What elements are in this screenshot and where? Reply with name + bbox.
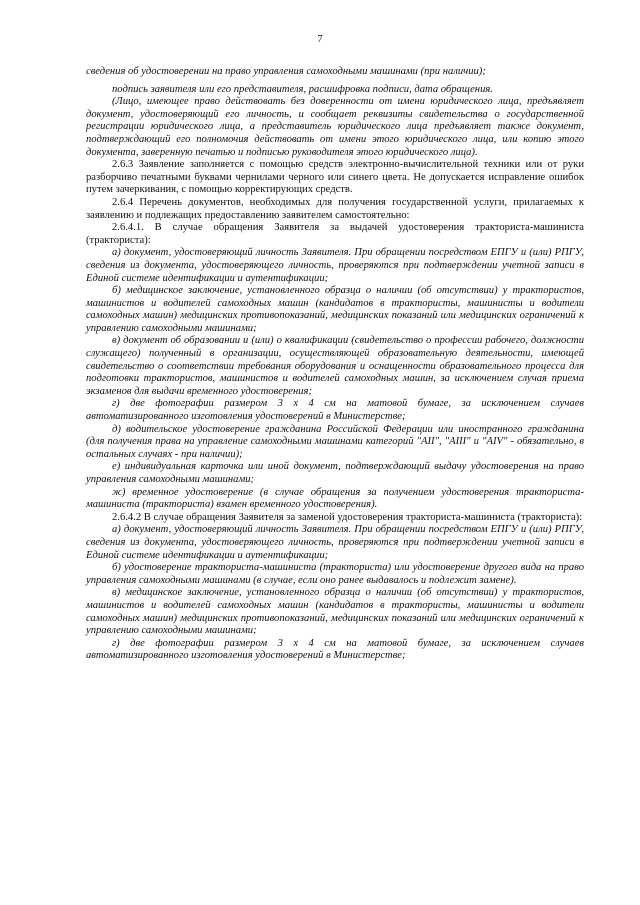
paragraph: сведения об удостоверении на право управления самоходными машинами (при наличии); xyxy=(86,66,486,77)
paragraph: г) две фотографии размером 3 х 4 см на матовой бумаге, за исключением случаев автоматизированного изготовления удостоверений в Министерстве; xyxy=(86,637,584,662)
paragraph: е) индивидуальная карточка или иной документ, подтверждающий выдачу удостоверения на право управления самоходными машинами; xyxy=(86,461,584,485)
paragraph: б) медицинское заключение, установленного образца о наличии (об отсутствии) у трактористов, машинистов и водителей самоходных машин (кандидатов в трактористы, машинисты и водители самоходных машин) медицинских противопоказаний, медицинских показаний или медицинских ограничений к управлению самоходными машинами; xyxy=(86,285,584,334)
paragraph: д) водительское удостоверение гражданина Российской Федерации или иностранного гражданина (для получения права на управление самоходными машинами категорий "AII", "AIII" и "AIV" - обязательно, в остальных случаях - при наличии); xyxy=(86,423,584,460)
paragraph: а) документ, удостоверяющий личность Заявителя. При обращении посредством ЕПГУ и (или) РПГУ, сведения из документа, удостоверяющего личность, проверяются при подтверждении учетной записи в Единой системе идентификации и аутентификации; xyxy=(86,524,584,561)
paragraph: ж) временное удостоверение (в случае обращения за получением удостоверения тракториста-машиниста (тракториста) взамен временного удостоверения). xyxy=(86,486,584,511)
paragraph: г) две фотографии размером 3 х 4 см на матовой бумаге, за исключением случаев автоматизированного изготовления удостоверений в Министерстве; xyxy=(86,398,584,423)
paragraph: в) документ об образовании и (или) о квалификации (свидетельство о профессии рабочего, должности служащего) полученный в организации, осуществляющей образовательную деятельности, имеющей свидетельство о соответствии требования оборудования и оснащенности образовательного процесса для подготовки трактористов, машинистов и водителей самоходных машин, за исключением случая приема экзаменов для выдачи временного удостоверения; xyxy=(86,335,584,397)
paragraph: б) удостоверение тракториста-машиниста (тракториста) или удостоверение другого вида на право управления самоходными машинами (в случае, если оно ранее выдавалось и подлежит замене). xyxy=(86,562,584,586)
paragraph: 2.6.4.2 В случае обращения Заявителя за заменой удостоверения тракториста-машиниста (тракториста): xyxy=(112,511,583,523)
page-number: 7 xyxy=(317,34,323,45)
paragraph: 2.6.3 Заявление заполняется с помощью средств электронно-вычислительной техники или от руки разборчиво печатными буквами чернилами черного или синего цвета. Не допускается исправление ошибок путем зачеркивания, с помощью корректирующих средств. xyxy=(86,159,584,196)
paragraph: 2.6.4 Перечень документов, необходимых для получения государственной услуги, прилагаемых к заявлению и подлежащих предоставлению заявителем самостоятельно: xyxy=(86,196,584,221)
document-body xyxy=(86,66,584,663)
paragraph: а) документ, удостоверяющий личность Заявителя. При обращении посредством ЕПГУ и (или) РПГУ, сведения из документа, удостоверяющего личность, проверяются при подтверждении учетной записи в Единой системе идентификации и аутентификации; xyxy=(86,247,584,284)
paragraph: (Лицо, имеющее право действовать без доверенности от имени юридического лица, предъявляет документ, удостоверяющий его личность, и сообщает реквизиты свидетельства о государственной регистрации юридического лица, а представитель юридического лица предъявляет также документ, подтверждающий его полномочия действовать от имени этого юридического лица, или копию этого документа, заверенную печатью и подписью руководителя этого юридического лица). xyxy=(86,96,584,158)
paragraph: 2.6.4.1. В случае обращения Заявителя за выдачей удостоверения тракториста-машиниста (тракториста): xyxy=(86,222,584,246)
paragraph: подпись заявителя или его представителя, расшифровка подписи, дата обращения. xyxy=(112,83,493,95)
paragraph: в) медицинское заключение, установленного образца о наличии (об отсутствии) у трактористов, машинистов и водителей самоходных машин (кандидатов в трактористы, машинисты и водители самоходных машин) медицинских противопоказаний, медицинских показаний или медицинских ограничений к управлению самоходными машинами; xyxy=(86,587,584,637)
